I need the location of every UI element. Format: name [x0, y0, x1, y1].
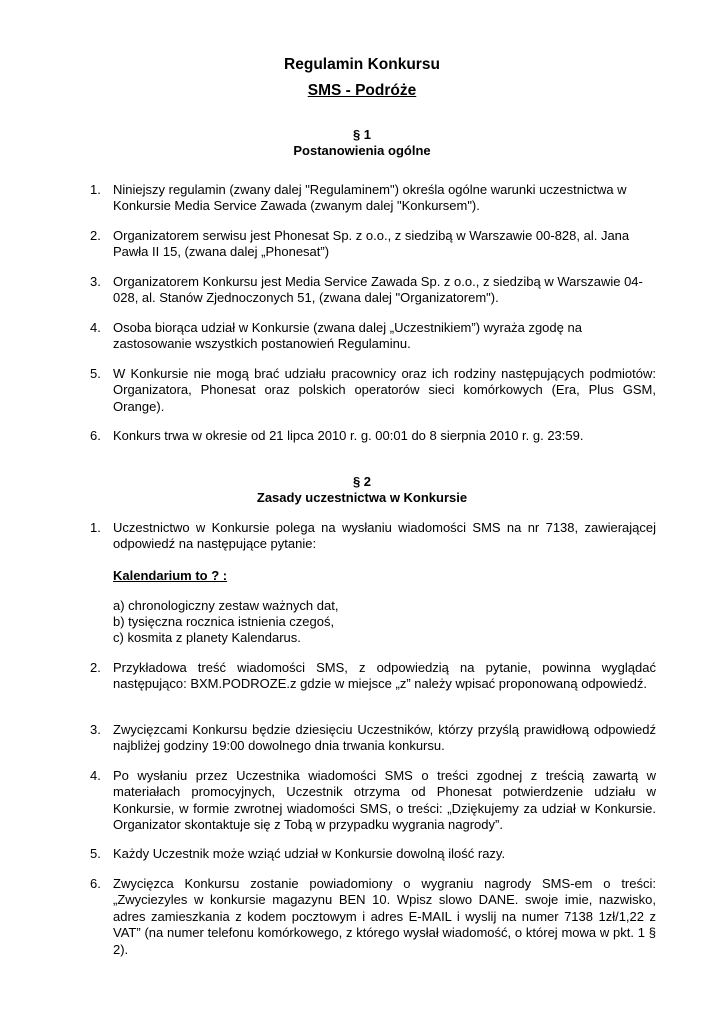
document-subtitle: SMS - Podróże — [307, 82, 417, 99]
item-number: 1. — [90, 520, 101, 535]
item-number: 4. — [90, 320, 101, 335]
item-number: 2. — [90, 660, 101, 675]
answer-option: b) tysięczna rocznica istnienia czegoś, — [113, 614, 335, 629]
item-number: 6. — [90, 428, 101, 443]
item-number: 2. — [90, 228, 101, 243]
section-2-heading: Zasady uczestnictwa w Konkursie — [256, 490, 468, 505]
list-item — [90, 520, 656, 553]
section-1-mark: § 1 — [352, 127, 372, 142]
item-text: Osoba biorąca udział w Konkursie (zwana dalej „Uczestnikiem”) wyraża zgodę na zastosowanie wszystkich postanowień Regulaminu. — [113, 320, 582, 352]
list-item — [90, 428, 656, 444]
item-number: 6. — [90, 876, 101, 891]
item-text: Organizatorem Konkursu jest Media Service Zawada Sp. z o.o., z siedzibą w Warszawie 04-028, al. Stanów Zjednoczonych 51, (zwana dalej "Organizatorem"). — [113, 274, 643, 306]
item-number: 1. — [90, 182, 101, 197]
item-text: Po wysłaniu przez Uczestnika wiadomości SMS o treści zgodnej z treścią zawartą w materiałach promocyjnych, Uczestnik otrzyma od Phonesat potwierdzenie udziału w Konkursie, w formie zwrotnej wiadomości SMS, o treści: „Dziękujemy za udział w Konkursie. Organizator skontaktuje się z Tobą w przypadku wygrania nagrody”. — [113, 768, 656, 833]
list-item — [90, 722, 656, 755]
item-text: Przykładowa treść wiadomości SMS, z odpowiedzią na pytanie, powinna wyglądać następująco: BXM.PODROZE.z gdzie w miejsce „z” należy wpisać proponowaną odpowiedź. — [113, 660, 656, 692]
list-item — [90, 320, 656, 353]
list-item — [90, 182, 656, 215]
item-text: Zwycięzca Konkursu zostanie powiadomiony o wygraniu nagrody SMS-em o treści: „Zwyciezyles w konkursie magazynu BEN 10. Wpisz slowo DANE. swoje imie, nazwisko, adres zamieszkania z kodem pocztowym i adres E-MAIL i wyslij na numer 7138 1zł/1,22 z VAT” (na numer telefonu komórkowego, z którego wysłał wiadomość, o której mowa w pkt. 1 § 2). — [113, 876, 656, 957]
item-text: Niniejszy regulamin (zwany dalej "Regulaminem") określa ogólne warunki uczestnictwa w Konkursie Media Service Zawada (zwanym dalej "Konkursem"). — [113, 182, 627, 214]
item-text: W Konkursie nie mogą brać udziału pracownicy oraz ich rodziny następujących podmiotów: Organizatora, Phonesat oraz polskich operatorów sieci komórkowych (Era, Plus GSM, Orange). — [113, 366, 656, 414]
contest-question: Kalendarium to ? : — [113, 568, 228, 583]
item-number: 4. — [90, 768, 101, 783]
section-1-heading: Postanowienia ogólne — [293, 143, 431, 158]
item-number: 5. — [90, 846, 101, 861]
item-text: Uczestnictwo w Konkursie polega na wysłaniu wiadomości SMS na nr 7138, zawierającej odpowiedź na następujące pytanie: — [113, 520, 656, 552]
section-2-mark: § 2 — [352, 474, 372, 489]
list-item — [90, 274, 656, 307]
list-item — [90, 846, 656, 862]
item-text: Organizatorem serwisu jest Phonesat Sp. z o.o., z siedzibą w Warszawie 00-828, al. Jana Pawła II 15, (zwana dalej „Phonesat”) — [113, 228, 630, 260]
list-item — [90, 768, 656, 834]
item-text: Każdy Uczestnik może wziąć udział w Konkursie dowolną ilość razy. — [113, 846, 506, 861]
document-title: Regulamin Konkursu — [284, 56, 440, 73]
item-text: Konkurs trwa w okresie od 21 lipca 2010 r. g. 00:01 do 8 sierpnia 2010 r. g. 23:59. — [113, 428, 584, 443]
item-number: 3. — [90, 722, 101, 737]
item-number: 5. — [90, 366, 101, 381]
list-item — [90, 876, 656, 958]
list-item — [90, 366, 656, 415]
item-text: Zwycięzcami Konkursu będzie dziesięciu Uczestników, którzy przyślą prawidłową odpowiedź najbliżej godziny 19:00 dowolnego dnia trwania konkursu. — [113, 722, 656, 754]
answer-option: c) kosmita z planety Kalendarus. — [113, 630, 301, 645]
list-item — [90, 228, 656, 261]
item-number: 3. — [90, 274, 101, 289]
answer-option: a) chronologiczny zestaw ważnych dat, — [113, 598, 339, 613]
list-item — [90, 660, 656, 693]
